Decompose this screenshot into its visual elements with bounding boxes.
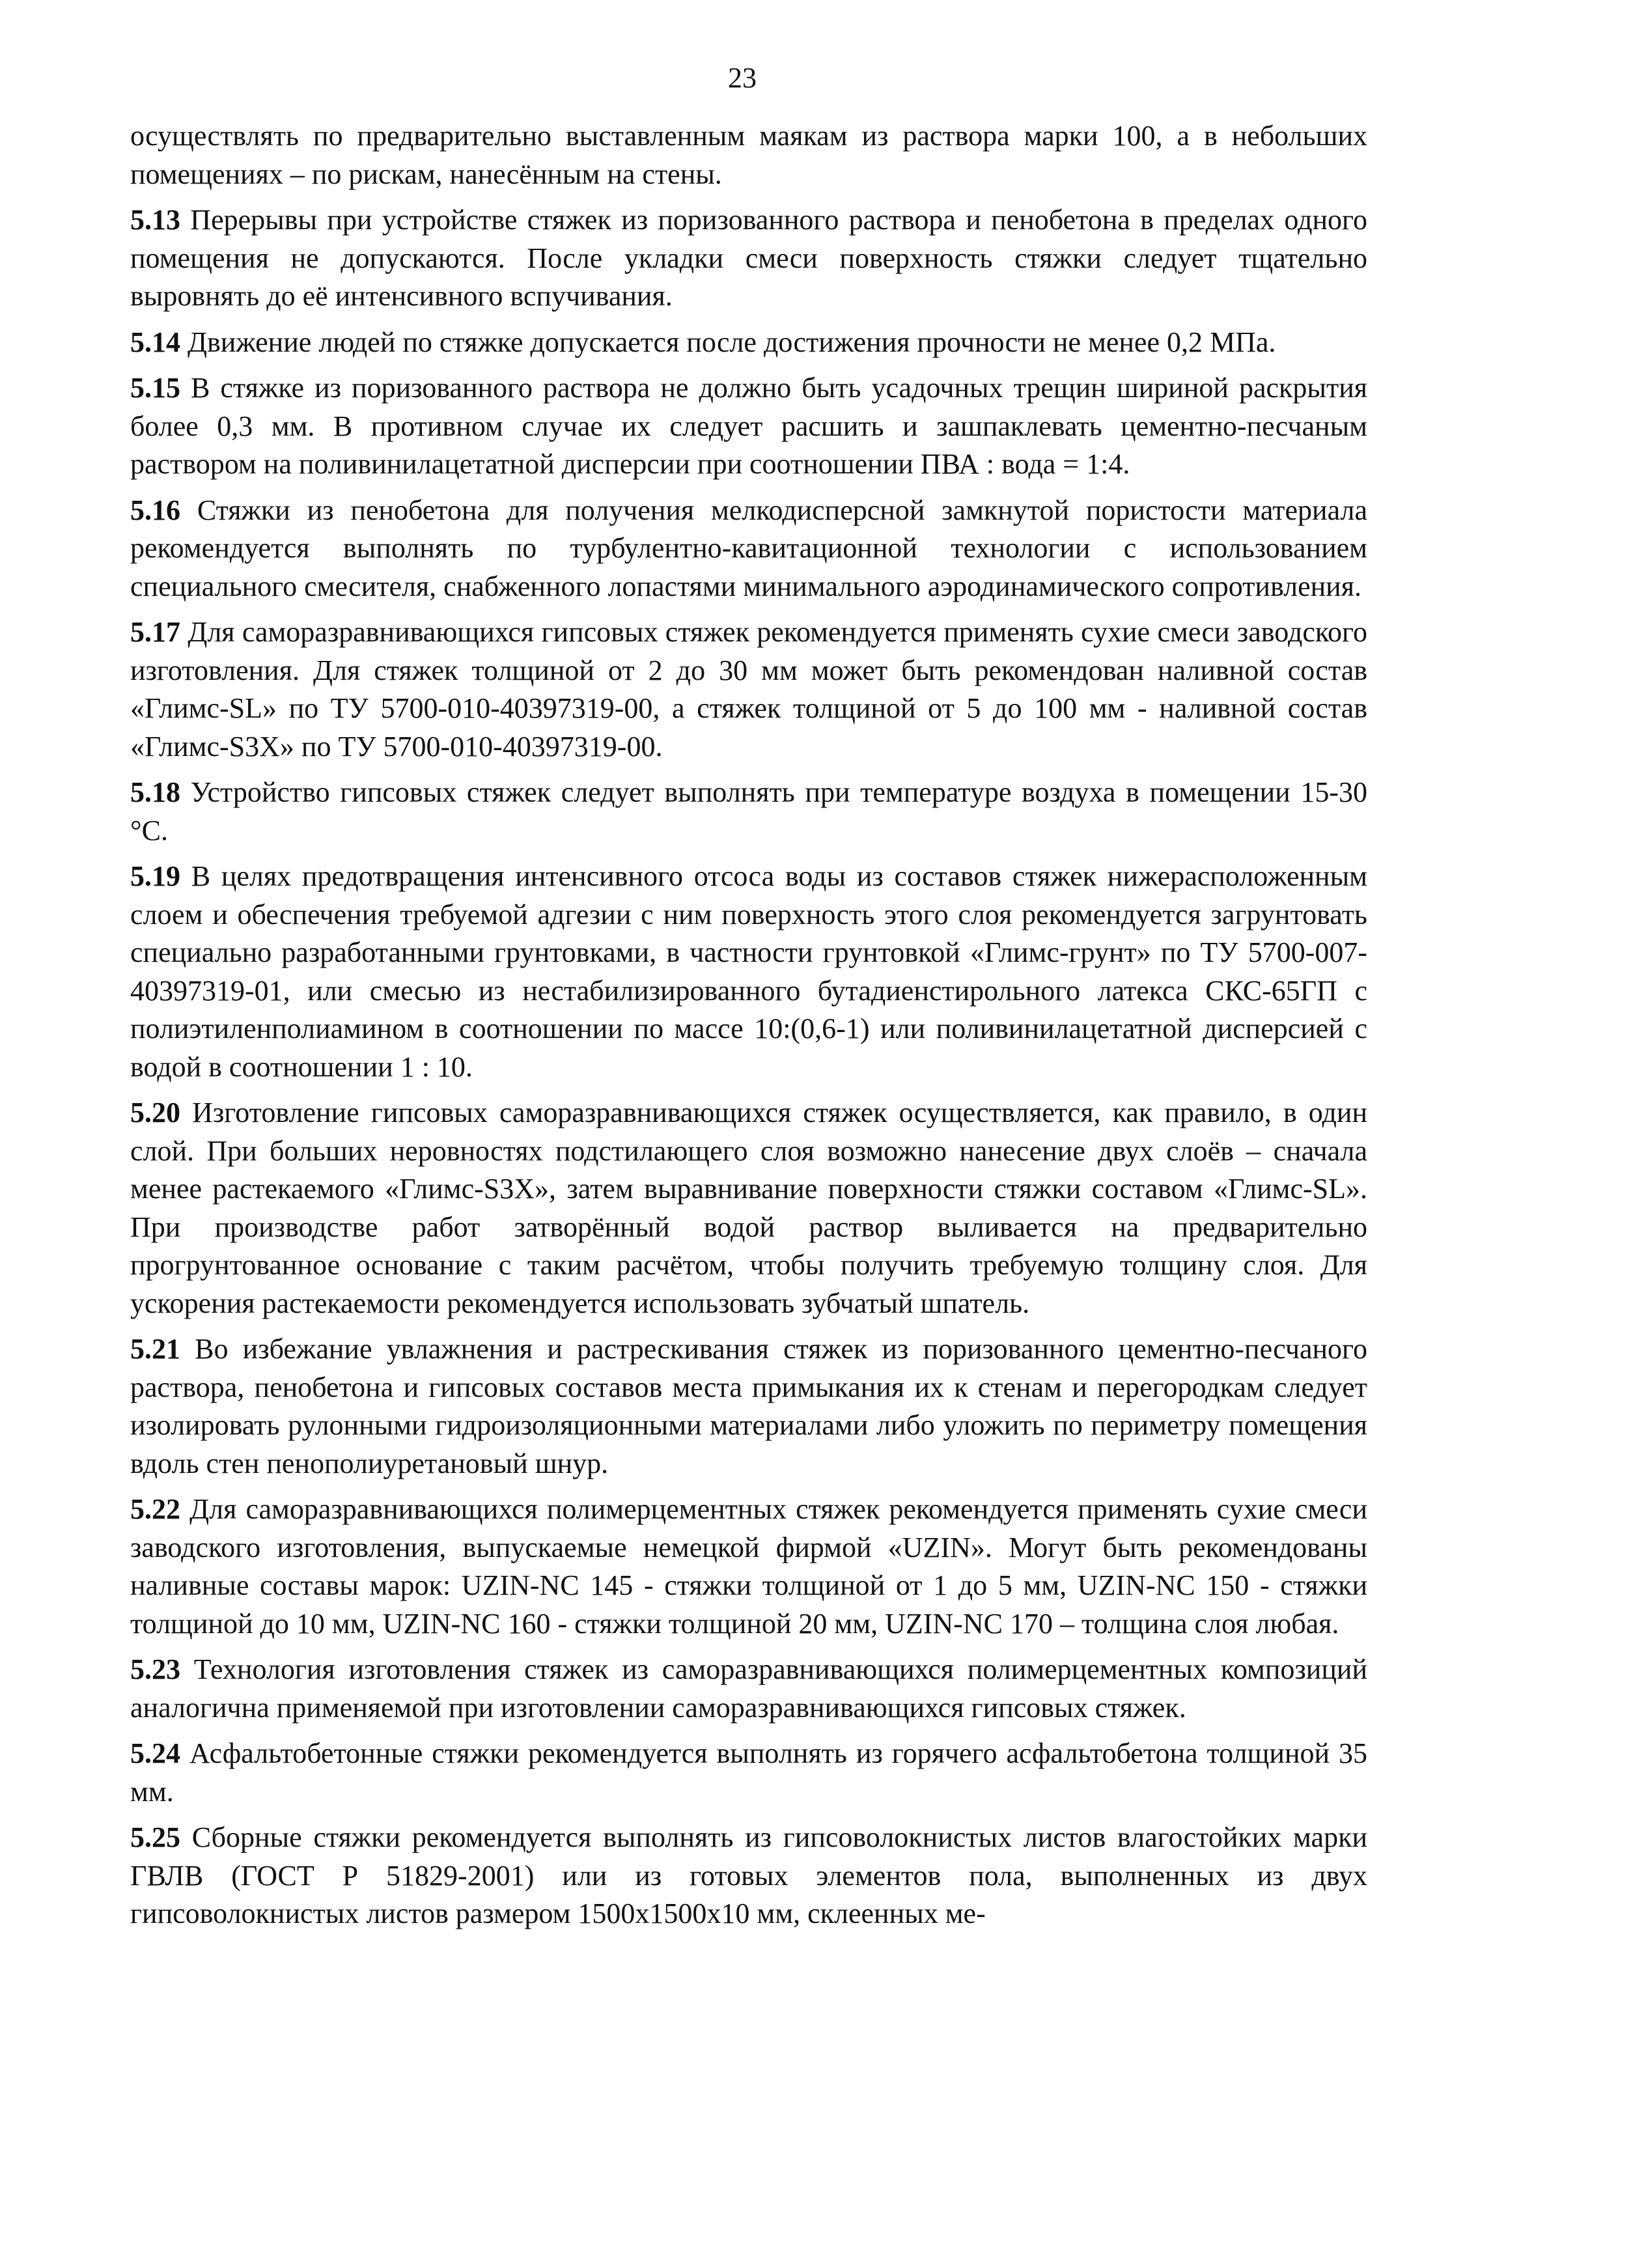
paragraph-5-16	[130, 492, 1367, 606]
paragraph-number: 5.19	[130, 860, 180, 892]
paragraph-text: Для саморазравнивающихся гипсовых стяжек рекомендуется применять сухие смеси заводского изготовления. Для стяжек толщиной от 2 до 30 мм может быть рекомендован наливной состав «Глимс-SL» по ТУ 5700-010-40397319-00, а стяжек толщиной от 5 до 100 мм - наливной состав «Глимс-S3X» по ТУ 5700-010-40397319-00.	[130, 616, 1367, 763]
paragraph-text: В стяжке из поризованного раствора не должно быть усадочных трещин шириной раскрытия более 0,3 мм. В противном случае их следует расшить и зашпаклевать цементно-песчаным раствором на поливинилацетатной дисперсии при соотношении ПВА : вода = 1:4.	[130, 372, 1367, 480]
paragraph-5-17	[130, 613, 1367, 766]
paragraph-5-14	[130, 324, 1367, 362]
paragraph-text: Технология изготовления стяжек из саморазравнивающихся полимерцементных композиций аналогична применяемой при изготовлении саморазравнивающихся гипсовых стяжек.	[130, 1653, 1367, 1724]
paragraph-5-25	[130, 1819, 1367, 1933]
paragraph-number: 5.24	[130, 1737, 180, 1769]
paragraph-number: 5.14	[130, 326, 180, 358]
paragraph-number: 5.15	[130, 372, 180, 404]
paragraph-5-18	[130, 774, 1367, 850]
paragraph-number: 5.13	[130, 204, 180, 236]
paragraph-number: 5.23	[130, 1653, 180, 1685]
paragraph-text: Стяжки из пенобетона для получения мелкодисперсной замкнутой пористости материала рекомендуется выполнять по турбулентно-кавитационной технологии с использованием специального смесителя, снабженного лопастями минимального аэродинамического сопротивления.	[130, 494, 1367, 602]
paragraph-5-23	[130, 1651, 1367, 1727]
paragraph-text: Изготовление гипсовых саморазравнивающихся стяжек осуществляется, как правило, в один слой. При больших неровностях подстилающего слоя возможно нанесение двух слоёв – сначала менее растекаемого «Глимс-S3X», затем выравнивание поверхности стяжки составом «Глимс-SL». При производстве работ затворённый водой раствор выливается на предварительно прогрунтованное основание с таким расчётом, чтобы получить требуемую толщину слоя. Для ускорения растекаемости рекомендуется использовать зубчатый шпатель.	[130, 1097, 1367, 1319]
paragraph-number: 5.22	[130, 1493, 180, 1525]
paragraph-5-22	[130, 1491, 1367, 1643]
paragraph-number: 5.20	[130, 1097, 180, 1128]
paragraph-text: Перерывы при устройстве стяжек из поризованного раствора и пенобетона в пределах одного помещения не допускаются. После укладки смеси поверхность стяжки следует тщательно выровнять до её интенсивного вспучивания.	[130, 204, 1367, 312]
paragraph-text: Устройство гипсовых стяжек следует выполнять при температуре воздуха в помещении 15-30 °С.	[130, 776, 1367, 847]
paragraph-text: Сборные стяжки рекомендуется выполнять из гипсоволокнистых листов влагостойких марки ГВЛВ (ГОСТ Р 51829-2001) или из готовых элементов пола, выполненных из двух гипсоволокнистых листов размером 1500x1500x10 мм, склеенных ме-	[130, 1821, 1367, 1929]
paragraph-5-21	[130, 1330, 1367, 1483]
paragraph-number: 5.25	[130, 1821, 180, 1853]
paragraph-5-19	[130, 858, 1367, 1086]
page-number: 23	[728, 62, 757, 94]
page-body	[130, 117, 1367, 1933]
paragraph-text: Для саморазравнивающихся полимерцементных стяжек рекомендуется применять сухие смеси заводского изготовления, выпускаемые немецкой фирмой «UZIN». Могут быть рекомендованы наливные составы марок: UZIN-NC 145 - стяжки толщиной от 1 до 5 мм, UZIN-NC 150 - стяжки толщиной до 10 мм, UZIN-NC 160 - стяжки толщиной 20 мм, UZIN-NC 170 – толщина слоя любая.	[130, 1493, 1367, 1640]
paragraph-5-13	[130, 201, 1367, 316]
paragraph-text: Во избежание увлажнения и растрескивания стяжек из поризованного цементно-песчаного раствора, пенобетона и гипсовых составов места примыкания их к стенам и перегородкам следует изолировать рулонными гидроизоляционными материалами либо уложить по периметру помещения вдоль стен пенополиуретановый шнур.	[130, 1333, 1367, 1479]
paragraph-text: Асфальтобетонные стяжки рекомендуется выполнять из горячего асфальтобетона толщиной 35 мм.	[130, 1737, 1367, 1808]
paragraph-5-15	[130, 369, 1367, 484]
paragraph-5-24	[130, 1735, 1367, 1811]
paragraph-continuation	[130, 117, 1367, 193]
paragraph-number: 5.18	[130, 776, 180, 808]
paragraph-number: 5.21	[130, 1333, 180, 1365]
paragraph-text: Движение людей по стяжке допускается после достижения прочности не менее 0,2 МПа.	[180, 326, 1276, 358]
paragraph-text: В целях предотвращения интенсивного отсоса воды из составов стяжек нижерасположенным слоем и обеспечения требуемой адгезии с ним поверхность этого слоя рекомендуется загрунтовать специально разработанными грунтовками, в частности грунтовкой «Глимс-грунт» по ТУ 5700-007-40397319-01, или смесью из нестабилизированного бутадиенстирольного латекса СКС-65ГП с полиэтиленполиамином в соотношении по массе 10:(0,6-1) или поливинилацетатной дисперсией с водой в соотношении 1 : 10.	[130, 860, 1367, 1083]
paragraph-text: осуществлять по предварительно выставленным маякам из раствора марки 100, а в небольших помещениях – по рискам, нанесённым на стены.	[130, 120, 1367, 190]
paragraph-5-20	[130, 1094, 1367, 1323]
paragraph-number: 5.17	[130, 616, 180, 648]
paragraph-number: 5.16	[130, 494, 180, 526]
